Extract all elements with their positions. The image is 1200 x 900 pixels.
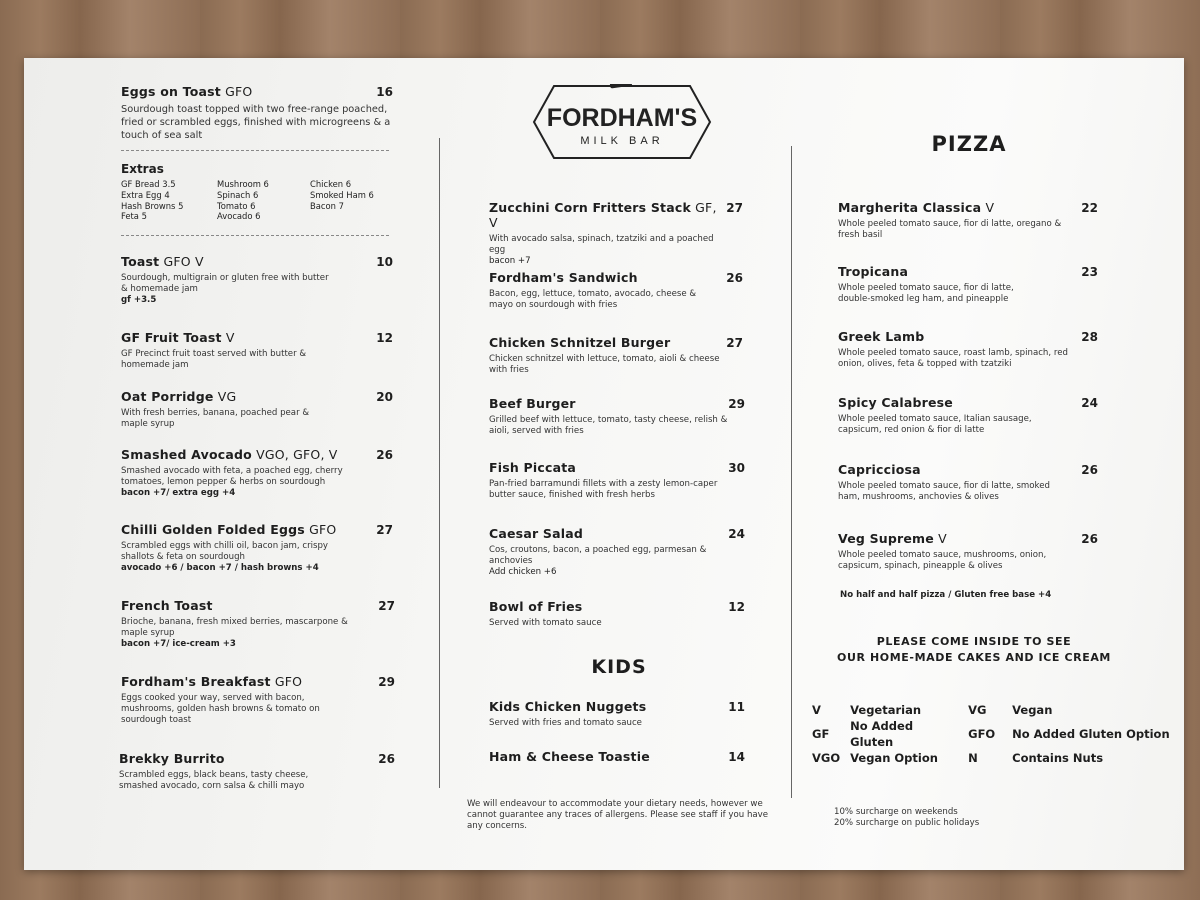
menu-item-smashed-avocado: Smashed Avocado VGO, GFO, V 26 Smashed avocado with feta, a poached egg, cherry tomatoes, lemon pepper & herbs on sourdough bacon +7/ extra egg +4 [121,447,393,498]
column-divider [791,146,792,798]
brand-sub: MILK BAR [580,135,664,147]
item-name: Eggs on Toast GFO [121,84,253,99]
item-price: 16 [376,85,393,99]
surcharge-note: 10% surcharge on weekends 20% surcharge on public holidays [834,807,980,828]
menu-item-greek-lamb: Greek Lamb 28 Whole peeled tomato sauce, roast lamb, spinach, red onion, olives, feta & topped with tzatziki [838,329,1098,369]
menu-sheet [24,58,1184,870]
pizza-heading: PIZZA [931,132,1007,156]
menu-item-chilli-golden-folded-eggs: Chilli Golden Folded Eggs GFO 27 Scrambled eggs with chilli oil, bacon jam, crispy shallots & feta on sourdough avocado +6 / bacon +7 / hash browns +4 [121,522,393,573]
divider [121,150,389,151]
extras-section [121,162,393,232]
extras-title: Extras [121,162,164,176]
menu-item-capricciosa: Capricciosa 26 Whole peeled tomato sauce, fior di latte, smoked ham, mushrooms, anchovies & olives [838,462,1098,502]
menu-item-beef-burger: Beef Burger 29 Grilled beef with lettuce, tomato, tasty cheese, relish & aioli, served with fries [489,396,745,436]
menu-item-fordhams-breakfast: Fordham's Breakfast GFO 29 Eggs cooked your way, served with bacon, mushrooms, golden hash browns & tomato on sourdough toast [121,674,395,725]
menu-item-bowl-of-fries: Bowl of Fries 12 Served with tomato sauce [489,599,745,628]
cakes-notice: PLEASE COME INSIDE TO SEE OUR HOME-MADE CAKES AND ICE CREAM [837,635,1111,664]
menu-item-tropicana: Tropicana 23 Whole peeled tomato sauce, fior di latte, double-smoked leg ham, and pineapple [838,264,1098,304]
menu-item-brekky-burrito: Brekky Burrito 26 Scrambled eggs, black beans, tasty cheese, smashed avocado, corn salsa & chilli mayo [119,751,395,791]
kids-heading: KIDS [591,656,647,678]
fordhams-logo [532,84,712,160]
menu-item-spicy-calabrese: Spicy Calabrese 24 Whole peeled tomato sauce, Italian sausage, capsicum, red onion & fior di latte [838,395,1098,435]
extras-col-1: GF Bread 3.5 Extra Egg 4 Hash Browns 5 Feta 5 [121,179,184,222]
menu-item-fordhams-sandwich: Fordham's Sandwich 26 Bacon, egg, lettuce, tomato, avocado, cheese & mayo on sourdough with fries [489,270,743,310]
pizza-note: No half and half pizza / Gluten free base +4 [840,590,1052,600]
column-divider [439,138,440,788]
menu-item-gf-fruit-toast: GF Fruit Toast V 12 GF Precinct fruit toast served with butter & homemade jam [121,330,393,370]
extras-col-3: Chicken 6 Smoked Ham 6 Bacon 7 [310,179,374,211]
menu-item-eggs-on-toast [121,84,393,142]
allergen-note: We will endeavour to accommodate your dietary needs, however we cannot guarantee any traces of allergens. Please see staff if you have any concerns. [467,799,769,831]
item-description: Sourdough toast topped with two free-range poached, fried or scrambled eggs, finished with microgreens & a touch of sea salt [121,104,391,141]
menu-item-margherita: Margherita Classica V 22 Whole peeled tomato sauce, fior di latte, oregano & fresh basil [838,200,1098,240]
divider [121,235,389,236]
menu-item-veg-supreme: Veg Supreme V 26 Whole peeled tomato sauce, mushrooms, onion, capsicum, spinach, pineapple & olives [838,531,1098,571]
menu-item-french-toast: French Toast 27 Brioche, banana, fresh mixed berries, mascarpone & maple syrup bacon +7/ ice-cream +3 [121,598,395,649]
extras-col-2: Mushroom 6 Spinach 6 Tomato 6 Avocado 6 [217,179,269,222]
menu-item-caesar-salad: Caesar Salad 24 Cos, croutons, bacon, a poached egg, parmesan & anchovies Add chicken +6 [489,526,745,577]
menu-item-chicken-schnitzel-burger: Chicken Schnitzel Burger 27 Chicken schnitzel with lettuce, tomato, aioli & cheese with fries [489,335,743,375]
menu-item-toast: Toast GFO V 10 Sourdough, multigrain or gluten free with butter & homemade jam gf +3.5 [121,254,393,305]
menu-item-oat-porridge: Oat Porridge VG 20 With fresh berries, banana, poached pear & maple syrup [121,389,393,429]
dietary-legend: V Vegetarian VG Vegan GF No Added Gluten GFO No Added Gluten Option VGO Vegan Option N Contains Nuts [812,703,1170,765]
menu-item-kids-chicken-nuggets: Kids Chicken Nuggets 11 Served with fries and tomato sauce [489,699,745,728]
menu-item-zucchini-fritters: Zucchini Corn Fritters Stack GF, V 27 With avocado salsa, spinach, tzatziki and a poached egg bacon +7 [489,200,743,266]
menu-item-fish-piccata: Fish Piccata 30 Pan-fried barramundi fillets with a zesty lemon-caper butter sauce, finished with fresh herbs [489,460,745,500]
menu-item-ham-cheese-toastie: Ham & Cheese Toastie 14 [489,749,745,764]
brand-name: FORDHAM'S [546,104,698,132]
